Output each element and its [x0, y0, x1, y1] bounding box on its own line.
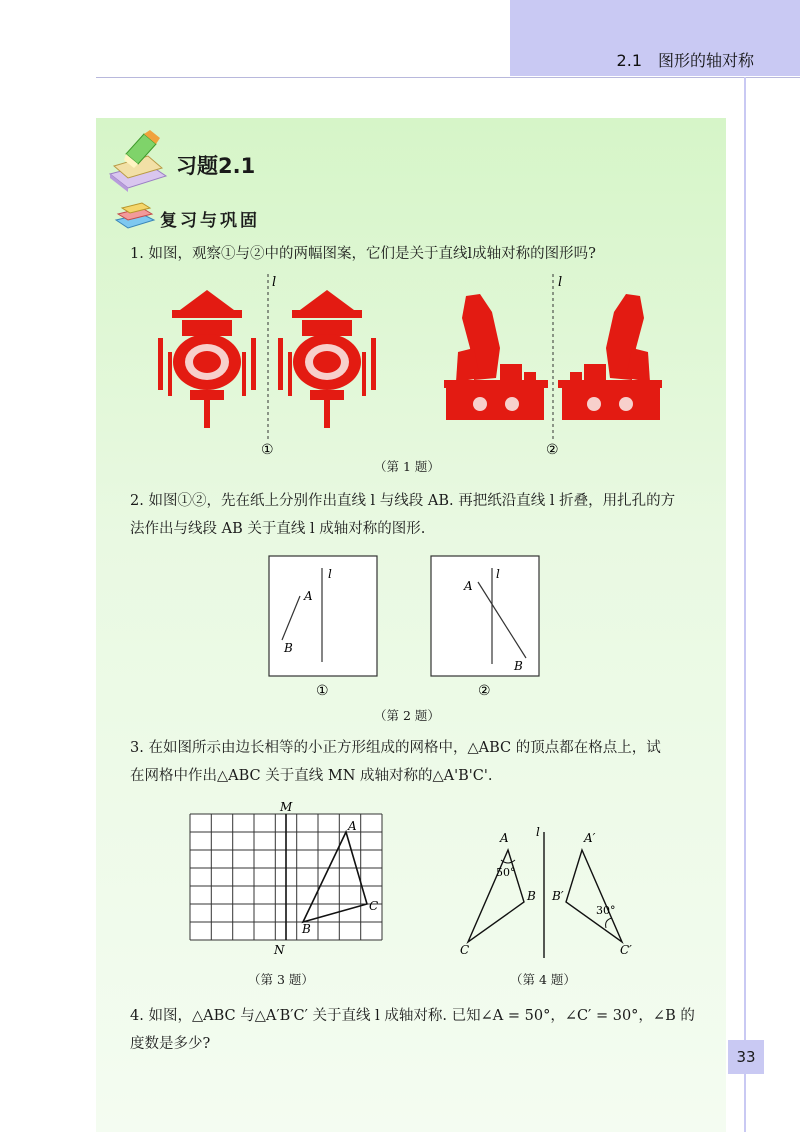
- side-rule: [744, 77, 746, 1132]
- q1-mark-1: ①: [261, 442, 274, 458]
- q4-B: B: [527, 889, 536, 903]
- q3-B: B: [302, 922, 311, 936]
- triangle-ABC: [468, 850, 524, 942]
- q2-f1-l: l: [328, 567, 332, 581]
- section-header: 2.1 图形的轴对称: [616, 51, 754, 70]
- q4-caption: （第 4 题）: [510, 972, 576, 987]
- q3-caption: （第 3 题）: [248, 972, 314, 987]
- question-2-line-2: 法作出与线段 AB 关于直线 l 成轴对称的图形.: [130, 521, 426, 537]
- lantern-right: [278, 290, 376, 428]
- q2-figure-1: [268, 554, 382, 704]
- q1-line-label-2: l: [558, 275, 563, 290]
- section-title: 复习与巩固: [160, 211, 260, 231]
- q4-A: A: [500, 831, 509, 845]
- header-rule: [96, 77, 800, 78]
- q3-C: C: [369, 899, 379, 913]
- q2-caption: （第 2 题）: [374, 708, 440, 723]
- q4-C2: C′: [620, 943, 632, 957]
- q2-f1-mark: ①: [316, 683, 329, 699]
- q2-figure-2: [430, 554, 544, 704]
- books-icon: [112, 202, 158, 232]
- question-4-line-2: 度数是多少?: [130, 1036, 211, 1052]
- q3-M: M: [280, 800, 293, 814]
- q2-f2-l: l: [496, 567, 500, 581]
- q2-f2-A: A: [464, 579, 473, 593]
- papercut-right: [558, 294, 662, 420]
- q4-B2: B′: [552, 889, 564, 903]
- q1-line-label-1: l: [272, 275, 277, 290]
- q4-l: l: [536, 825, 540, 839]
- q4-angle-C2: 30°: [596, 904, 616, 917]
- q1-mark-2: ②: [546, 442, 559, 458]
- question-4-line-1: 4. 如图，△ABC 与△A′B′C′ 关于直线 l 成轴对称. 已知∠A = 50°，∠C′ = 30°，∠B 的: [130, 1008, 695, 1024]
- question-3-line-2: 在网格中作出△ABC 关于直线 MN 成轴对称的△A'B'C'.: [130, 768, 493, 784]
- q4-A2: A′: [584, 831, 596, 845]
- question-2-line-1: 2. 如图①②，先在纸上分别作出直线 l 与线段 AB. 再把纸沿直线 l 折叠，用扎孔的方: [130, 493, 676, 509]
- q1-caption: （第 1 题）: [374, 459, 440, 474]
- q2-f2-B: B: [514, 659, 523, 673]
- q3-grid-figure: [180, 800, 400, 960]
- exercise-title: 习题2.1: [176, 154, 256, 178]
- q1-figure-2: [440, 268, 680, 468]
- triangle-A2B2C2: [566, 850, 622, 942]
- q3-A: A: [348, 819, 357, 833]
- q2-f1-B: B: [284, 641, 293, 655]
- lantern-left: [158, 290, 256, 428]
- exercise-icon: [104, 128, 174, 194]
- page-number: 33: [728, 1040, 764, 1074]
- question-3-line-1: 3. 在如图所示由边长相等的小正方形组成的网格中，△ABC 的顶点都在格点上，试: [130, 740, 661, 756]
- q1-figure-1: [150, 268, 390, 468]
- q4-C: C: [460, 943, 470, 957]
- q2-f2-mark: ②: [478, 683, 491, 699]
- q2-f1-A: A: [304, 589, 313, 603]
- question-1: 1. 如图，观察①与②中的两幅图案，它们是关于直线l成轴对称的图形吗?: [130, 246, 596, 262]
- papercut-left: [444, 294, 548, 420]
- q4-figure: [454, 816, 654, 966]
- q4-angle-A: 50°: [496, 866, 516, 879]
- q3-N: N: [274, 943, 285, 957]
